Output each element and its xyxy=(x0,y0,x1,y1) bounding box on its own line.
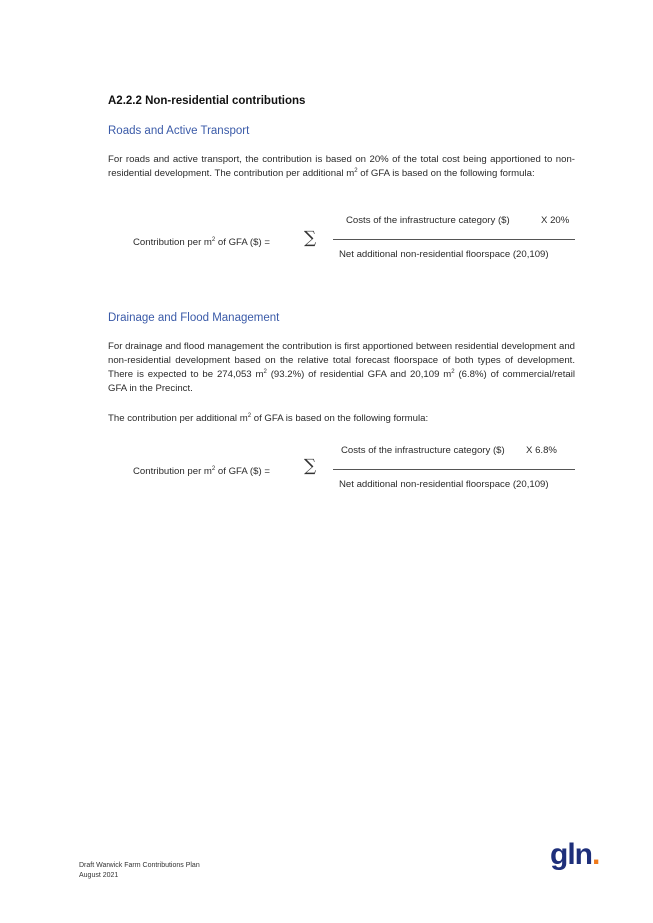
formula-lhs: Contribution per $m^2$ of GFA ($) = xyxy=(133,466,270,477)
roads-paragraph: For roads and active transport, the contribution is based on 20% of the total cost being apportioned to non-residential development. The contribution per additional $m^2$ of GFA is based on the following formula: xyxy=(108,154,575,179)
drainage-formula xyxy=(0,444,653,504)
fraction-line xyxy=(333,469,575,470)
formula-denominator: Net additional non-residential floorspace (20,109) xyxy=(339,479,549,490)
formula-numerator: Costs of the infrastructure category ($) xyxy=(341,445,505,456)
gln-logo: gln. xyxy=(550,838,600,871)
formula-denominator: Net additional non-residential floorspace (20,109) xyxy=(339,249,549,260)
section-heading: A2.2.2 Non-residential contributions xyxy=(108,95,306,107)
page-footer xyxy=(79,861,200,881)
roads-subheading: Roads and Active Transport xyxy=(108,125,250,137)
sigma-symbol: ∑ xyxy=(304,228,317,248)
drainage-formula-intro: The contribution per additional $m^2$ of GFA is based on the following formula: xyxy=(108,413,429,424)
drainage-subheading: Drainage and Flood Management xyxy=(108,312,280,324)
footer-plan-title: Draft Warwick Farm Contributions Plan xyxy=(79,862,200,869)
formula-multiplier: X 6.8% xyxy=(526,445,557,456)
footer-date: August 2021 xyxy=(79,872,119,879)
drainage-paragraph: For drainage and flood management the contribution is first apportioned between residential development and non-residential development based on the relative total forecast floorspace of both types of development. There is expected to be 274,053 $m^2$ (93.2%) of residential GFA and 20,109 $m^2$ (6.8%) of commercial/retail GFA in the Precinct. xyxy=(108,341,575,394)
roads-formula xyxy=(0,213,653,273)
sigma-symbol: ∑ xyxy=(304,456,317,476)
formula-numerator: Costs of the infrastructure category ($) xyxy=(346,215,510,226)
formula-lhs: Contribution per $m^2$ of GFA ($) = xyxy=(133,237,270,248)
fraction-line xyxy=(333,239,575,240)
formula-multiplier: X 20% xyxy=(541,215,570,226)
